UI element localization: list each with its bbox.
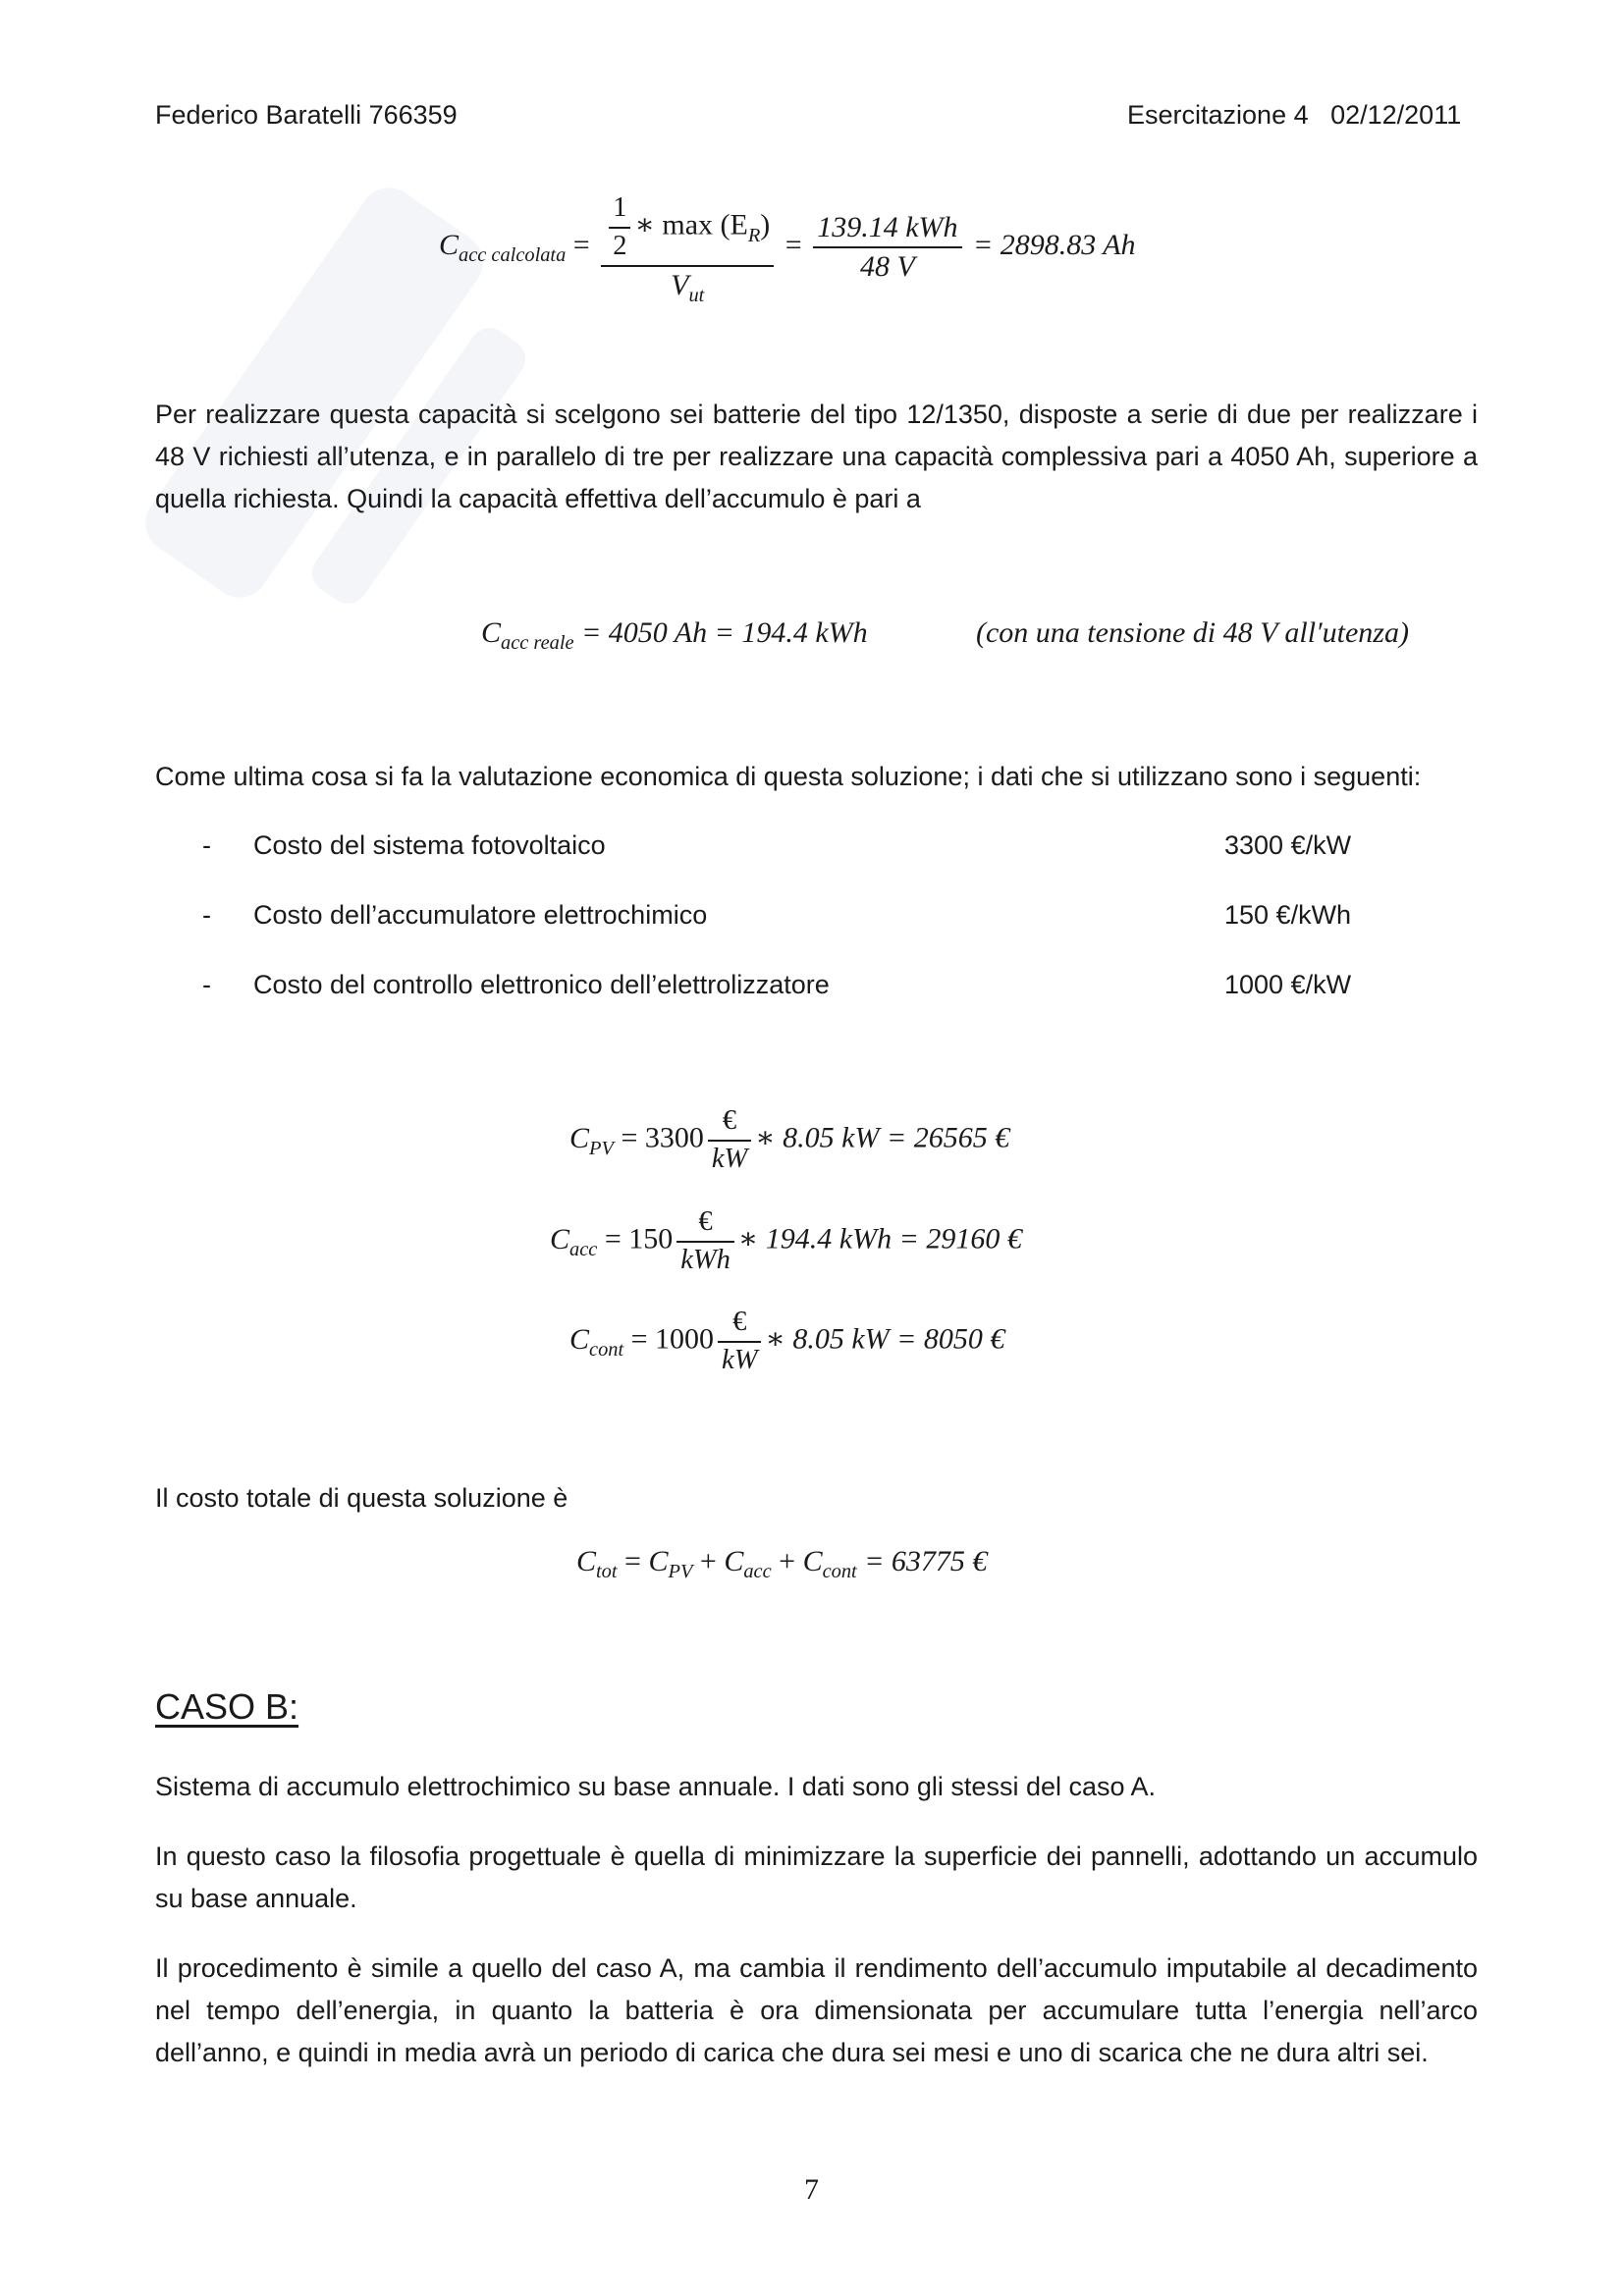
eq1-equals: = xyxy=(572,228,590,261)
paragraph-caso-b-intro: Sistema di accumulo elettrochimico su base annuale. I dati sono gli stessi del caso A. xyxy=(155,1772,1157,1801)
paragraph-battery-choice: Per realizzare questa capacità si scelgono sei batterie del tipo 12/1350, disposte a serie di due per realizzare i 48 V richiesti all’utenza, e in parallelo di tre per realizzare una capacità complessiva pari a 4050 Ah, superiore a quella richiesta. Quindi la capacità effettiva dell’accumulo è pari a xyxy=(155,400,1478,513)
cost-list-item: - Costo del controllo elettronico dell’elettrolizzatore 1000 €/kW xyxy=(202,970,1352,999)
eq1-fraction-main: $\frac{1}{2}$ ∗ $\max (E_R)$ $V_{ut}$ xyxy=(601,192,774,302)
paragraph-caso-b-philosophy: In questo caso la filosofia progettuale è quella di minimizzare la superficie dei pannelli, adottando un accumulo su base annuale. xyxy=(155,1842,1478,1913)
eq1-equals-2: = xyxy=(784,228,802,261)
section-heading-caso-b: CASO B: xyxy=(155,1686,299,1727)
equation-cost-acc: $C_{acc} = 150$ $\frac{€}{\text{kWh}}$ ∗ 194.4 kWh = 29160 € xyxy=(550,1206,1022,1275)
header-exercise: Esercitazione 4 02/12/2011 xyxy=(1127,100,1462,130)
eq1-fraction-values: $\frac{\text{139.14 kWh}}{48 V}$ xyxy=(813,211,961,285)
eq1-result: = 2898.83 Ah xyxy=(973,228,1136,261)
equation-cost-pv: $C_{PV} = 3300$ $\frac{€}{kW}$ ∗ 8.05 kW = 26565 € xyxy=(569,1105,1010,1174)
equation-cost-total: $C_{tot} = C_{PV} + C_{acc} + C_{cont} = 63775$ € xyxy=(576,1545,988,1583)
equation-capacity-note: (con una tensione di 48 V all′utenza) xyxy=(976,616,1409,649)
page-number: 7 xyxy=(804,2173,819,2206)
watermark-graphic xyxy=(39,79,589,707)
paragraph-total-cost-intro: Il costo totale di questa soluzione è xyxy=(155,1483,568,1513)
paragraph-economic-intro: Come ultima cosa si fa la valutazione economica di questa soluzione; i dati che si utilizzano sono i seguenti: xyxy=(155,762,1422,791)
eq1-lhs: $C_{acc calcolata}$ xyxy=(439,228,567,267)
header-author: Federico Baratelli 766359 xyxy=(155,100,458,130)
cost-list-item: - Costo del sistema fotovoltaico 3300 €/kW xyxy=(202,830,1352,860)
equation-capacity-calculated xyxy=(439,192,1136,306)
eq1-half-fraction: $\frac{1}{2}$ xyxy=(609,192,630,263)
cost-list-item: - Costo dell’accumulatore elettrochimico 150 €/kWh xyxy=(202,900,1352,930)
equation-capacity-real: $C_{acc reale} = 4050$ Ah = 194.4 kWh xyxy=(481,616,868,655)
paragraph-caso-b-procedure: Il procedimento è simile a quello del caso A, ma cambia il rendimento dell’accumulo imputabile al decadimento nel tempo dell’energia, in quanto la batteria è ora dimensionata per accumulare tutta l’energia nell’arco dell’anno, e quindi in media avrà un periodo di carica che dura sei mesi e uno di scarica che ne dura altri sei. xyxy=(155,1953,1478,2067)
equation-cost-control: $C_{cont} = 1000$ $\frac{€}{kW}$ ∗ 8.05 kW = 8050 € xyxy=(569,1307,1005,1375)
